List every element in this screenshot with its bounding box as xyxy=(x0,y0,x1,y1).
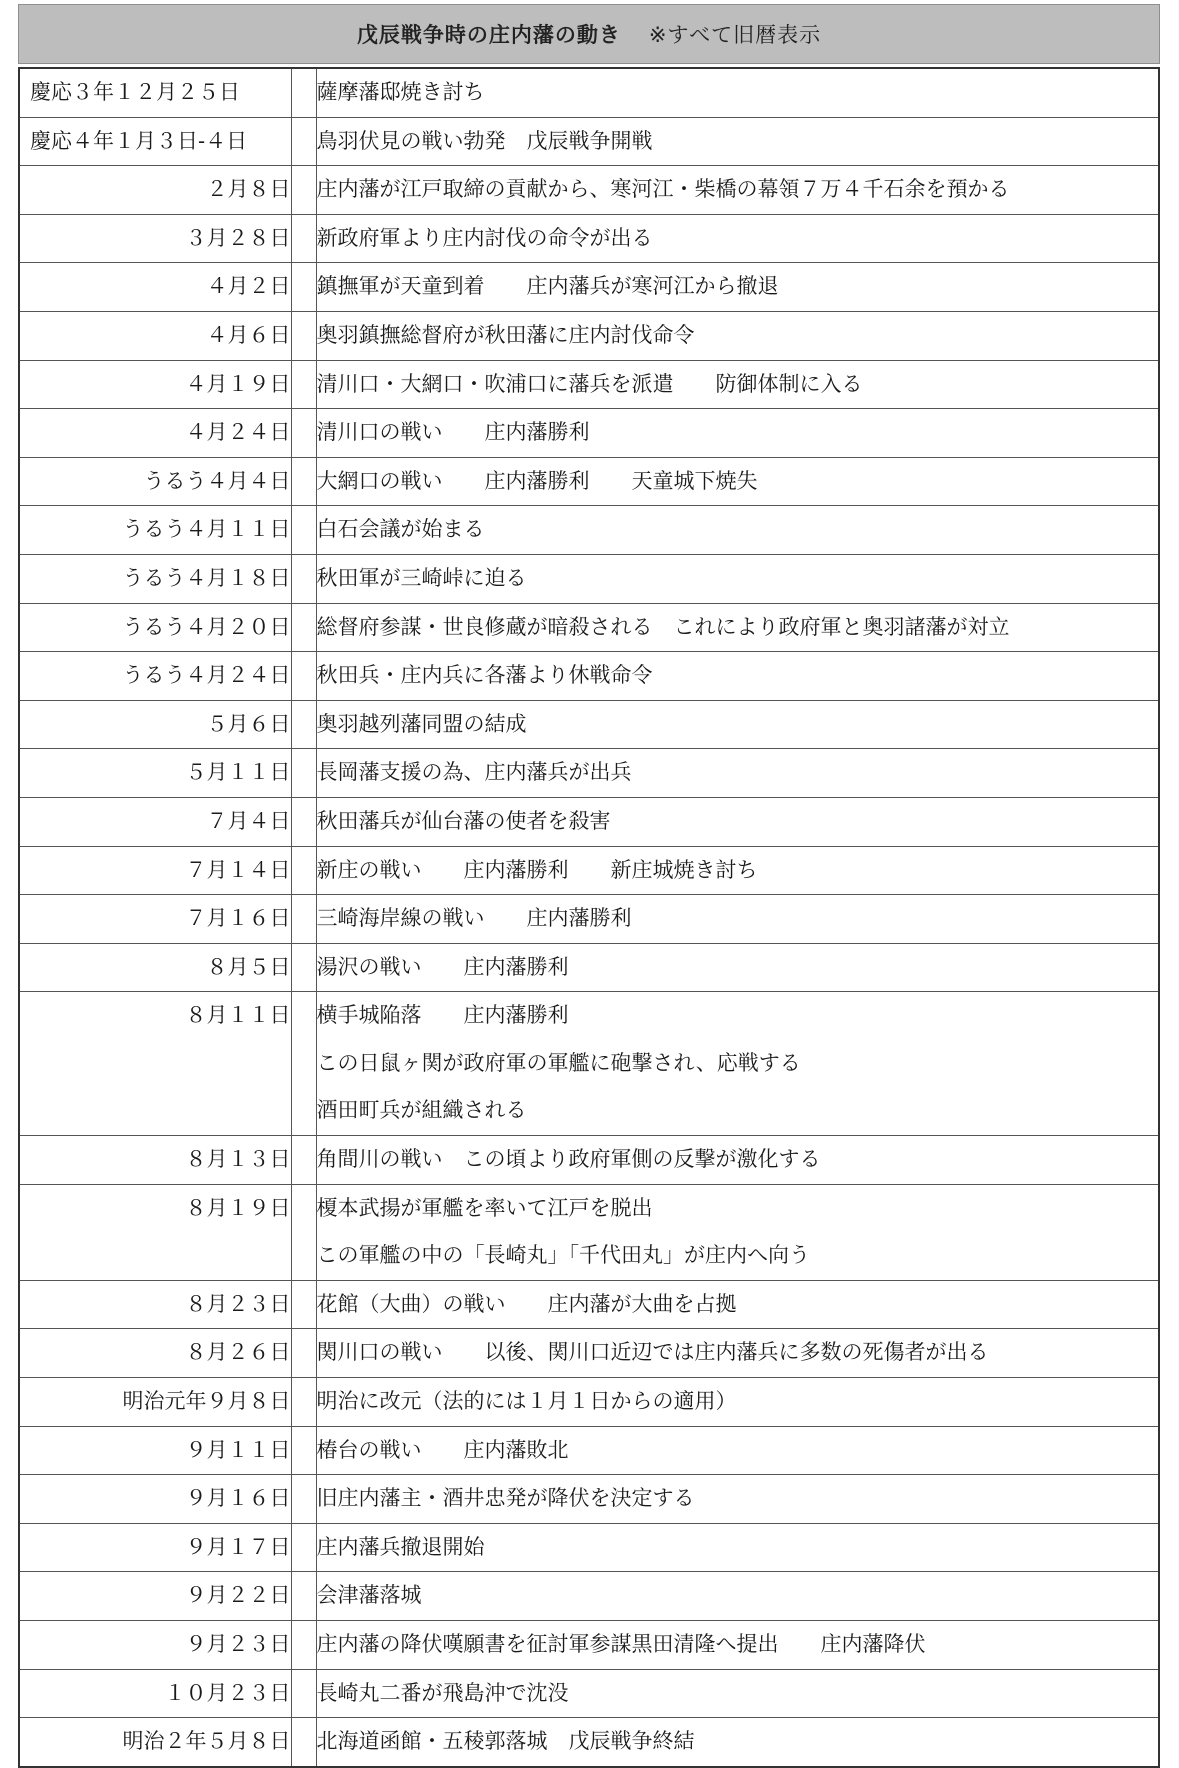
spacer-cell xyxy=(291,457,316,506)
event-text: 長崎丸二番が飛島沖で沈没 xyxy=(316,1680,569,1705)
event-cell xyxy=(316,409,1159,458)
date-cell: ４月２日 xyxy=(19,263,291,312)
event-cell xyxy=(316,1329,1159,1378)
date-cell: 明治元年９月８日 xyxy=(19,1378,291,1427)
event-text: 榎本武揚が軍艦を率いて江戸を脱出 xyxy=(316,1195,653,1220)
event-text: 湯沢の戦い 庄内藩勝利 xyxy=(316,954,569,979)
event-cell xyxy=(316,895,1159,944)
table-row xyxy=(19,1136,1159,1185)
table-row xyxy=(19,1378,1159,1427)
spacer-cell xyxy=(291,1475,316,1524)
event-cell xyxy=(316,1280,1159,1329)
table-title: 戊辰戦争時の庄内藩の動き xyxy=(356,23,621,47)
timeline-body xyxy=(19,68,1159,1767)
date-cell: うるう４月４日 xyxy=(19,457,291,506)
spacer-cell xyxy=(291,1280,316,1329)
table-row xyxy=(19,1669,1159,1718)
event-text: 長岡藩支援の為、庄内藩兵が出兵 xyxy=(316,760,632,785)
spacer-cell xyxy=(291,992,316,1136)
date-cell: ８月２６日 xyxy=(19,1329,291,1378)
spacer-cell xyxy=(291,166,316,215)
event-cell xyxy=(316,1184,1159,1280)
event-text: 清川口・大網口・吹浦口に藩兵を派遣 防御体制に入る xyxy=(316,371,863,396)
event-text: 横手城陥落 庄内藩勝利 xyxy=(316,1003,569,1028)
spacer-cell xyxy=(291,1136,316,1185)
event-cell xyxy=(316,749,1159,798)
event-cell xyxy=(316,506,1159,555)
event-text: 鳥羽伏見の戦い勃発 戊辰戦争開戦 xyxy=(316,128,653,153)
date-cell: ４月２４日 xyxy=(19,409,291,458)
date-cell: ８月２３日 xyxy=(19,1280,291,1329)
event-text: 清川口の戦い 庄内藩勝利 xyxy=(316,420,590,445)
event-text: 白石会議が始まる xyxy=(316,517,485,542)
date-cell: ５月６日 xyxy=(19,700,291,749)
event-text: 奥羽鎮撫総督府が秋田藩に庄内討伐命令 xyxy=(316,322,695,347)
event-text: 会津藩落城 xyxy=(316,1583,422,1608)
table-row xyxy=(19,506,1159,555)
event-text: 総督府参謀・世良修蔵が暗殺される これにより政府軍と奥羽諸藩が対立 xyxy=(316,614,1010,639)
date-cell: うるう４月２４日 xyxy=(19,652,291,701)
table-row xyxy=(19,1280,1159,1329)
spacer-cell xyxy=(291,1669,316,1718)
event-cell xyxy=(316,797,1159,846)
spacer-cell xyxy=(291,506,316,555)
table-row xyxy=(19,603,1159,652)
event-text: 鎮撫軍が天童到着 庄内藩兵が寒河江から撤退 xyxy=(316,274,779,299)
event-cell xyxy=(316,992,1159,1136)
date-cell: ７月１４日 xyxy=(19,846,291,895)
spacer-cell xyxy=(291,1718,316,1767)
event-cell xyxy=(316,603,1159,652)
spacer-cell xyxy=(291,1184,316,1280)
spacer-cell xyxy=(291,603,316,652)
date-cell: ９月１１日 xyxy=(19,1426,291,1475)
table-row xyxy=(19,895,1159,944)
event-cell xyxy=(316,1523,1159,1572)
event-cell xyxy=(316,311,1159,360)
table-row xyxy=(19,263,1159,312)
event-cell xyxy=(316,68,1159,117)
spacer-cell xyxy=(291,1378,316,1427)
date-cell: うるう４月１１日 xyxy=(19,506,291,555)
table-row xyxy=(19,1475,1159,1524)
spacer-cell xyxy=(291,700,316,749)
spacer-cell xyxy=(291,1621,316,1670)
table-row xyxy=(19,1523,1159,1572)
date-cell: ４月１９日 xyxy=(19,360,291,409)
date-cell: ７月４日 xyxy=(19,797,291,846)
date-cell: １０月２３日 xyxy=(19,1669,291,1718)
table-row xyxy=(19,797,1159,846)
date-cell: ９月１７日 xyxy=(19,1523,291,1572)
table-row xyxy=(19,1621,1159,1670)
event-cell xyxy=(316,1426,1159,1475)
date-cell: ８月５日 xyxy=(19,943,291,992)
date-cell: うるう４月１８日 xyxy=(19,554,291,603)
date-cell: 慶応４年１月３日-４日 xyxy=(19,117,291,166)
spacer-cell xyxy=(291,749,316,798)
date-cell: ９月１６日 xyxy=(19,1475,291,1524)
event-text: 秋田兵・庄内兵に各藩より休戦命令 xyxy=(316,663,653,688)
event-cell xyxy=(316,943,1159,992)
event-text: 新庄の戦い 庄内藩勝利 新庄城焼き討ち xyxy=(316,857,758,882)
table-row xyxy=(19,749,1159,798)
table-row xyxy=(19,409,1159,458)
event-cell xyxy=(316,554,1159,603)
spacer-cell xyxy=(291,1329,316,1378)
table-row xyxy=(19,166,1159,215)
event-text: 庄内藩の降伏嘆願書を征討軍参謀黒田清隆へ提出 庄内藩降伏 xyxy=(316,1632,926,1656)
event-text: 奥羽越列藩同盟の結成 xyxy=(316,711,527,736)
spacer-cell xyxy=(291,68,316,117)
spacer-cell xyxy=(291,263,316,312)
event-text: 秋田藩兵が仙台藩の使者を殺害 xyxy=(316,808,611,833)
event-cell xyxy=(316,1669,1159,1718)
spacer-cell xyxy=(291,846,316,895)
event-cell xyxy=(316,360,1159,409)
event-text: 大網口の戦い 庄内藩勝利 天童城下焼失 xyxy=(316,468,758,493)
spacer-cell xyxy=(291,117,316,166)
spacer-cell xyxy=(291,1426,316,1475)
date-cell: ２月８日 xyxy=(19,166,291,215)
date-cell: うるう４月２０日 xyxy=(19,603,291,652)
event-text: 三崎海岸線の戦い 庄内藩勝利 xyxy=(316,906,632,931)
event-text: 秋田軍が三崎峠に迫る xyxy=(316,565,527,590)
event-cell xyxy=(316,214,1159,263)
event-cell xyxy=(316,1572,1159,1621)
event-text: 関川口の戦い 以後、関川口近辺では庄内藩兵に多数の死傷者が出る xyxy=(316,1340,989,1365)
event-text: 明治に改元（法的には１月１日からの適用） xyxy=(316,1389,737,1414)
event-text: 旧庄内藩主・酒井忠発が降伏を決定する xyxy=(316,1486,695,1511)
date-cell: 明治２年５月８日 xyxy=(19,1718,291,1767)
table-row xyxy=(19,992,1159,1136)
spacer-cell xyxy=(291,1572,316,1621)
event-cell xyxy=(316,1136,1159,1185)
event-cell xyxy=(316,1718,1159,1767)
spacer-cell xyxy=(291,360,316,409)
table-row xyxy=(19,214,1159,263)
event-cell xyxy=(316,457,1159,506)
table-header xyxy=(18,4,1160,64)
table-row xyxy=(19,117,1159,166)
event-cell xyxy=(316,846,1159,895)
event-cell xyxy=(316,1378,1159,1427)
table-row xyxy=(19,1572,1159,1621)
spacer-cell xyxy=(291,409,316,458)
date-cell: ８月１３日 xyxy=(19,1136,291,1185)
timeline-table xyxy=(18,67,1160,1768)
table-row xyxy=(19,457,1159,506)
event-text: この日鼠ヶ関が政府軍の軍艦に砲撃され、応戦する xyxy=(316,1050,801,1075)
date-cell: ８月１９日 xyxy=(19,1184,291,1280)
spacer-cell xyxy=(291,797,316,846)
event-cell xyxy=(316,652,1159,701)
spacer-cell xyxy=(291,554,316,603)
spacer-cell xyxy=(291,895,316,944)
event-cell xyxy=(316,117,1159,166)
table-row xyxy=(19,68,1159,117)
event-text: 新政府軍より庄内討伐の命令が出る xyxy=(316,225,653,250)
spacer-cell xyxy=(291,1523,316,1572)
date-cell: ５月１１日 xyxy=(19,749,291,798)
date-cell: ７月１６日 xyxy=(19,895,291,944)
spacer-cell xyxy=(291,652,316,701)
event-cell xyxy=(316,1621,1159,1670)
spacer-cell xyxy=(291,311,316,360)
table-row xyxy=(19,943,1159,992)
table-row xyxy=(19,360,1159,409)
event-text: 角間川の戦い この頃より政府軍側の反撃が激化する xyxy=(316,1147,821,1172)
event-text: 花館（大曲）の戦い 庄内藩が大曲を占拠 xyxy=(316,1291,737,1316)
date-cell: ３月２８日 xyxy=(19,214,291,263)
table-row xyxy=(19,311,1159,360)
event-text: 酒田町兵が組織される xyxy=(316,1098,527,1123)
event-cell xyxy=(316,700,1159,749)
table-row xyxy=(19,1718,1159,1767)
date-cell: ８月１１日 xyxy=(19,992,291,1136)
event-text: 北海道函館・五稜郭落城 戊辰戦争終結 xyxy=(316,1729,695,1754)
spacer-cell xyxy=(291,943,316,992)
table-row xyxy=(19,846,1159,895)
event-text: 薩摩藩邸焼き討ち xyxy=(316,80,485,104)
event-cell xyxy=(316,166,1159,215)
event-text: 椿台の戦い 庄内藩敗北 xyxy=(316,1437,569,1462)
date-cell: ９月２２日 xyxy=(19,1572,291,1621)
table-row xyxy=(19,1426,1159,1475)
calendar-note: ※すべて旧暦表示 xyxy=(648,23,822,47)
spacer-cell xyxy=(291,214,316,263)
event-cell xyxy=(316,263,1159,312)
date-cell: ９月２３日 xyxy=(19,1621,291,1670)
table-row xyxy=(19,1184,1159,1280)
event-text: この軍艦の中の「長崎丸」「千代田丸」が庄内へ向う xyxy=(316,1243,810,1268)
table-row xyxy=(19,1329,1159,1378)
date-cell: ４月６日 xyxy=(19,311,291,360)
event-text: 庄内藩が江戸取締の貢献から、寒河江・柴橋の幕領７万４千石余を預かる xyxy=(316,177,1010,202)
event-text: 庄内藩兵撤退開始 xyxy=(316,1534,485,1559)
event-cell xyxy=(316,1475,1159,1524)
table-row xyxy=(19,554,1159,603)
date-cell: 慶応３年１２月２５日 xyxy=(19,68,291,117)
table-row xyxy=(19,652,1159,701)
table-row xyxy=(19,700,1159,749)
